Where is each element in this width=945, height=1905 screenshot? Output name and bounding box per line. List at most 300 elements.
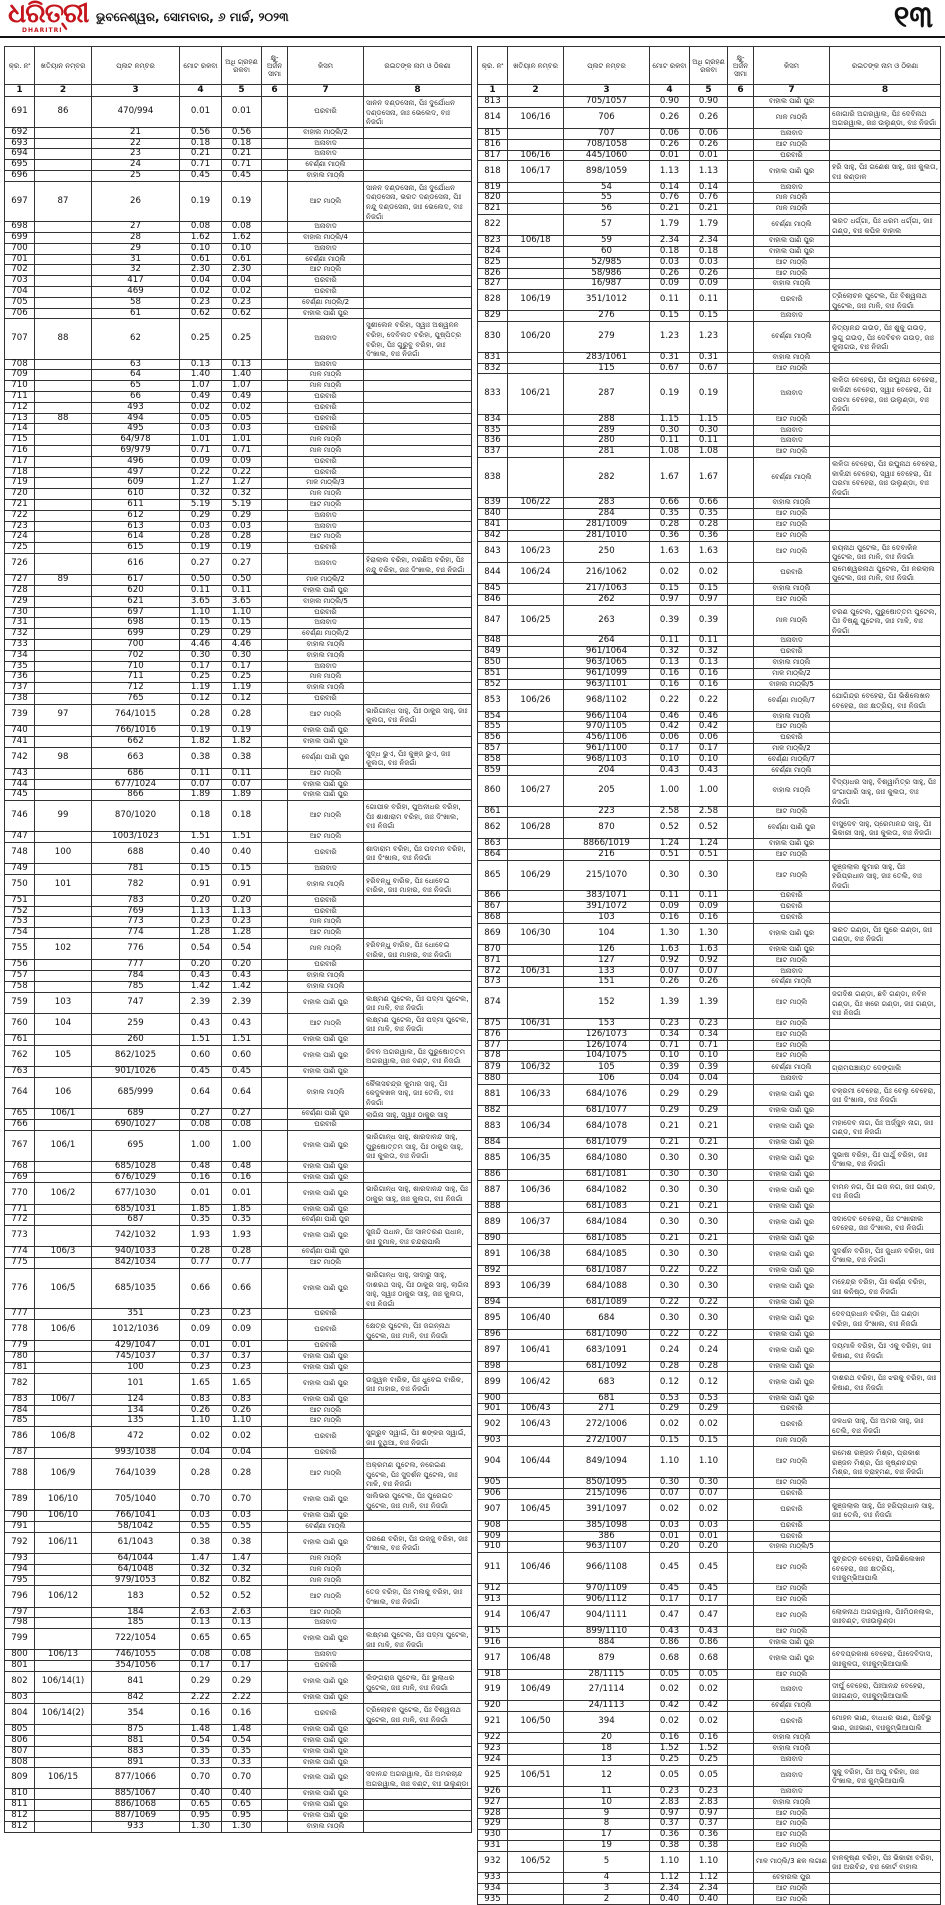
acquired-area-cell: 0.28 (222, 704, 262, 725)
khata-cell (35, 446, 92, 457)
table-row (478, 988, 941, 1019)
owner-cell (364, 521, 472, 532)
serial-cell: 844 (478, 562, 508, 583)
total-area-cell: 0.30 (180, 650, 222, 661)
left-table-body (5, 97, 472, 1833)
kisam-cell: ବାହାଲ ପାଣି ପୁର (288, 992, 364, 1013)
limit-cell (262, 992, 288, 1013)
limit-cell (262, 1045, 288, 1066)
limit-cell (262, 1735, 288, 1746)
serial-cell: 905 (478, 1477, 508, 1488)
acquired-area-cell: 0.05 (690, 1669, 728, 1680)
owner-cell (364, 618, 472, 629)
khata-cell (35, 276, 92, 287)
acquired-area-cell: 0.26 (690, 977, 728, 988)
acquired-area-cell: 0.86 (690, 1637, 728, 1648)
header-serial: କ୍ର. ନଂ (478, 47, 508, 85)
acquired-area-cell: 0.29 (222, 629, 262, 640)
khata-cell (35, 672, 92, 683)
serial-cell: 773 (5, 1226, 35, 1247)
owner-cell: ଲଳିତା ବେହେରା, ପିଃ ରଘୁନାଥ ବେହେରା, କାଳିନ୍ଦୀ ବେହେରା, ସ୍ୱାଃ ବେହେରା, ପିଃ ପରମା ବେହେରା, ଜାଃ ଉଲୁଣ୍ଡା, ବାଃ ନିଜଗାଁ (830, 458, 941, 498)
kisam-cell: ବାହାଲ ମାଠ୍ଲି (754, 657, 830, 668)
total-area-cell: 0.01 (650, 150, 690, 161)
owner-cell (830, 1040, 941, 1051)
khata-cell (508, 1637, 564, 1648)
kisam-cell: ଘରବାରି (754, 290, 830, 311)
total-area-cell: 1.10 (180, 1416, 222, 1427)
khata-cell (35, 478, 92, 489)
khata-cell (35, 254, 92, 265)
serial-cell: 833 (478, 374, 508, 414)
plot-cell: 968/1102 (564, 690, 650, 711)
total-area-cell: 0.16 (650, 913, 690, 924)
limit-cell (262, 170, 288, 181)
khata-cell (508, 1733, 564, 1744)
plot-cell: 64/1044 (92, 1553, 180, 1564)
kisam-cell: ବାହାଲ ମାଠ୍ଲି (754, 498, 830, 509)
kisam-cell: ବାହାଲ ପାଣି ପୁର (754, 1180, 830, 1201)
limit-cell (728, 1883, 754, 1894)
khata-cell (35, 265, 92, 276)
serial-cell: 713 (5, 413, 35, 424)
kisam-cell: ଆଟ ମାଠ୍ଲି (754, 541, 830, 562)
limit-cell (728, 1712, 754, 1733)
table-row (478, 1626, 941, 1637)
table-row (5, 1586, 472, 1607)
owner-cell (364, 1309, 472, 1320)
serial-cell: 899 (478, 1372, 508, 1393)
plot-cell: 676/1029 (92, 1172, 180, 1183)
acquired-area-cell: 0.37 (222, 1352, 262, 1363)
kisam-cell: ଆଟ ମାଠ୍ଲି (754, 1605, 830, 1626)
acquired-area-cell: 2.34 (690, 1883, 728, 1894)
acquired-area-cell: 1.63 (690, 945, 728, 956)
limit-cell (262, 521, 288, 532)
table-row (5, 435, 472, 446)
serial-cell: 691 (5, 97, 35, 128)
table-row (478, 891, 941, 902)
total-area-cell: 0.13 (180, 359, 222, 370)
limit-cell (262, 392, 288, 403)
owner-cell (364, 906, 472, 917)
total-area-cell: 0.23 (180, 297, 222, 308)
serial-cell: 906 (478, 1488, 508, 1499)
serial-cell: 830 (478, 322, 508, 353)
dateline: ଭୁବନେଶ୍ୱର, ସୋମବାର, ୬ ମାର୍ଚ୍ଚ, ୨୦୨୩ (96, 10, 289, 24)
kisam-cell: ମାଳ ମାଠ୍ଲି (288, 1564, 364, 1575)
serial-cell: 705 (5, 297, 35, 308)
table-row (478, 1062, 941, 1074)
limit-cell (728, 776, 754, 807)
limit-cell (728, 583, 754, 594)
khata-cell (35, 1362, 92, 1373)
plot-cell: 289 (564, 425, 650, 436)
limit-cell (728, 1308, 754, 1329)
plot-cell: 16/987 (564, 279, 650, 290)
limit-cell (728, 541, 754, 562)
limit-cell (728, 860, 754, 891)
plot-cell: 899/1110 (564, 1626, 650, 1637)
khata-cell (508, 733, 564, 744)
kisam-cell: ବାହାଲ ପାଣି ପୁର (754, 1648, 830, 1669)
acquired-area-cell: 0.23 (222, 917, 262, 928)
serial-cell: 887 (478, 1180, 508, 1201)
plot-cell: 615 (92, 543, 180, 554)
khata-cell (35, 232, 92, 243)
limit-cell (728, 923, 754, 944)
limit-cell (262, 618, 288, 629)
owner-cell (830, 679, 941, 690)
owner-cell (830, 839, 941, 850)
kisam-cell: ବାହାଲ ପାଣି ପୁର (754, 1637, 830, 1648)
acquired-area-cell: 0.11 (222, 768, 262, 779)
kisam-cell: ଅନାବାଦ (288, 661, 364, 672)
khata-cell: 86 (35, 97, 92, 128)
owner-cell: ତ୍ରିଲୋଚନ ପୁଟେଲ, ପିଃ ବିଶ୍ୱନାଥ ପୁଟେଲ, ଜାଃ ମାଳି, ବାଃ ନିଜଗାଁ (364, 1703, 472, 1724)
limit-cell (728, 1062, 754, 1074)
plot-cell: 681/1090 (564, 1329, 650, 1340)
owner-cell (830, 352, 941, 363)
owner-cell: ମୋହନ ଭାଣ, ବାଧଧର ଭାଣ, ପିଃବିଭୁ ଭାଣ, ଜାଃଭାଣ, ବାଃକୁମ୍ଭିଆପାଲି (830, 1712, 941, 1733)
owner-cell (364, 1553, 472, 1564)
owner-cell: କୁଞ୍ଜଲାଲ ସାହୁ, ପିଃ ହରିପ୍ରଧାନ ସାହୁ, ଜାଃ ତେଲି, ବାଃ ନିଜଗାଁ (830, 1499, 941, 1520)
khata-cell (508, 279, 564, 290)
owner-cell: ରାମେଶ୍ୱରନାଥ ପୁଟେଲ, ପିଃ ନରଲାଲ ପୁଟେଲ, ଜାଃ ମାଳି, ବାଃ ନିଜଗାଁ (830, 562, 941, 583)
limit-cell (728, 1084, 754, 1105)
plot-cell: 17 (564, 1830, 650, 1841)
acquired-area-cell: 0.68 (690, 1648, 728, 1669)
limit-cell (728, 977, 754, 988)
column-number: 8 (830, 85, 941, 97)
limit-cell (728, 311, 754, 322)
serial-cell: 861 (478, 807, 508, 818)
acquired-area-cell: 0.54 (222, 1735, 262, 1746)
total-area-cell: 0.29 (650, 1105, 690, 1116)
limit-cell (262, 736, 288, 747)
table-row (5, 1575, 472, 1586)
kisam-cell: ଆଟ ମାଠ୍ଲି (288, 768, 364, 779)
table-row (5, 1035, 472, 1046)
owner-cell (830, 743, 941, 754)
acquired-area-cell: 1.51 (222, 1035, 262, 1046)
kisam-cell: ଅନାବାଦ (288, 521, 364, 532)
table-row (478, 807, 941, 818)
total-area-cell: 0.43 (650, 1626, 690, 1637)
total-area-cell: 0.20 (180, 895, 222, 906)
table-row (478, 1436, 941, 1447)
limit-cell (728, 1148, 754, 1169)
serial-cell: 893 (478, 1276, 508, 1297)
total-area-cell: 0.07 (180, 779, 222, 790)
khata-cell (508, 1393, 564, 1404)
limit-cell (728, 945, 754, 956)
total-area-cell: 0.38 (180, 747, 222, 768)
total-area-cell: 0.54 (180, 939, 222, 960)
acquired-area-cell: 0.91 (222, 874, 262, 895)
acquired-area-cell: 0.10 (690, 754, 728, 765)
plot-cell: 769 (92, 906, 180, 917)
limit-cell (262, 1490, 288, 1511)
kisam-cell: ବେହାରଲ ପୁର (754, 1873, 830, 1884)
serial-cell: 917 (478, 1648, 508, 1669)
serial-cell: 879 (478, 1062, 508, 1074)
plot-cell: 904/1111 (564, 1605, 650, 1626)
table-row (478, 1040, 941, 1051)
khata-cell: 106/15 (35, 1768, 92, 1789)
plot-cell: 55 (564, 193, 650, 204)
serial-cell: 919 (478, 1680, 508, 1701)
acquired-area-cell: 0.12 (222, 693, 262, 704)
table-row (478, 1329, 941, 1340)
khata-cell: 106/22 (508, 498, 564, 509)
kisam-cell: ଆଟ ମାଠ୍ଲି (754, 1808, 830, 1819)
plot-cell: 205 (564, 776, 650, 807)
owner-cell (364, 308, 472, 319)
owner-cell (830, 1436, 941, 1447)
acquired-area-cell: 0.53 (690, 1393, 728, 1404)
kisam-cell: ଘରବାରି (288, 960, 364, 971)
serial-cell: 798 (5, 1618, 35, 1629)
plot-cell: 394 (564, 1712, 650, 1733)
plot-cell: 28/1115 (564, 1669, 650, 1680)
newspaper-logo[interactable] (8, 1, 88, 34)
serial-cell: 791 (5, 1522, 35, 1533)
acquired-area-cell: 0.19 (222, 543, 262, 554)
serial-cell: 761 (5, 1035, 35, 1046)
serial-cell: 779 (5, 1341, 35, 1352)
khata-cell (508, 509, 564, 520)
owner-cell (364, 768, 472, 779)
acquired-area-cell: 0.67 (690, 363, 728, 374)
serial-cell: 859 (478, 765, 508, 776)
khata-cell (508, 636, 564, 647)
kisam-cell: ବାହାଲ ମାଠ୍ଲି (754, 352, 830, 363)
owner-cell (364, 831, 472, 842)
khata-cell: 106/14(1) (35, 1671, 92, 1692)
serial-cell: 803 (5, 1693, 35, 1704)
limit-cell (262, 424, 288, 435)
limit-cell (262, 1405, 288, 1416)
column-number: 7 (288, 85, 364, 97)
total-area-cell: 0.29 (180, 510, 222, 521)
acquired-area-cell: 0.18 (690, 246, 728, 257)
kisam-cell: ଅନାବାଦ (754, 182, 830, 193)
khata-cell (508, 647, 564, 658)
limit-cell (728, 1499, 754, 1520)
table-row (478, 1553, 941, 1584)
table-row (478, 1372, 941, 1393)
total-area-cell: 0.34 (650, 1029, 690, 1040)
acquired-area-cell: 0.32 (222, 489, 262, 500)
plot-cell: 185 (92, 1618, 180, 1629)
owner-cell (364, 254, 472, 265)
owner-cell (364, 1789, 472, 1800)
limit-cell (728, 711, 754, 722)
owner-cell (364, 478, 472, 489)
owner-cell (830, 1105, 941, 1116)
limit-cell (728, 765, 754, 776)
total-area-cell: 0.30 (650, 1308, 690, 1329)
table-row (5, 1703, 472, 1724)
column-number: 4 (650, 85, 690, 97)
table-row (5, 489, 472, 500)
owner-cell: ସୁଜନ୍ଦି ପଧାନ, ପିଃ ସାନତରଣ ପଧାନ, ଜାଃ ଦୁମାଳ, ବାଃ ଚନ୍ଦରାପାଲି (364, 1226, 472, 1247)
serial-cell: 931 (478, 1841, 508, 1852)
plot-cell: 283 (564, 498, 650, 509)
plot-cell: 706 (564, 107, 650, 128)
serial-cell: 884 (478, 1137, 508, 1148)
total-area-cell: 0.05 (180, 413, 222, 424)
khata-cell (35, 831, 92, 842)
limit-cell (262, 532, 288, 543)
table-row (478, 425, 941, 436)
serial-cell: 759 (5, 992, 35, 1013)
total-area-cell: 0.52 (650, 817, 690, 838)
acquired-area-cell: 0.33 (222, 1757, 262, 1768)
plot-cell: 3 (564, 1883, 650, 1894)
acquired-area-cell: 0.30 (690, 425, 728, 436)
kisam-cell: ଅନାବାଦ (754, 1765, 830, 1786)
table-row (478, 594, 941, 605)
table-row (5, 586, 472, 597)
kisam-cell: ବେର୍ଣ୍ଣା ପାଣି ପୁର (288, 1247, 364, 1258)
khata-cell (35, 1553, 92, 1564)
plot-cell: 354 (92, 1703, 180, 1724)
limit-cell (728, 733, 754, 744)
acquired-area-cell: 0.07 (222, 779, 262, 790)
table-row (478, 1594, 941, 1605)
total-area-cell: 0.64 (180, 1077, 222, 1108)
table-row (478, 1244, 941, 1265)
total-area-cell: 0.36 (650, 530, 690, 541)
acquired-area-cell: 0.12 (690, 1372, 728, 1393)
kisam-cell: ଅନାବାଦ (288, 222, 364, 233)
kisam-cell: ମାଳ ମାଠ୍ଲି (288, 1553, 364, 1564)
limit-cell (728, 657, 754, 668)
serial-cell: 704 (5, 286, 35, 297)
limit-cell (262, 725, 288, 736)
kisam-cell: ମାଳ ମାଠ୍ଲି (288, 370, 364, 381)
kisam-cell: ବାହାଲ ପାଣି ପୁର (288, 1352, 364, 1363)
khata-cell (35, 790, 92, 801)
table-row (5, 672, 472, 683)
khata-cell (508, 1488, 564, 1499)
total-area-cell: 0.82 (180, 1575, 222, 1586)
limit-cell (262, 790, 288, 801)
acquired-area-cell: 1.00 (690, 776, 728, 807)
table-row (5, 286, 472, 297)
plot-cell: 106 (564, 1073, 650, 1084)
limit-cell (262, 456, 288, 467)
total-area-cell: 0.17 (650, 743, 690, 754)
serial-cell: 781 (5, 1362, 35, 1373)
plot-cell: 385/1098 (564, 1520, 650, 1531)
khata-cell (508, 1531, 564, 1542)
total-area-cell: 1.12 (650, 1873, 690, 1884)
table-row (5, 1362, 472, 1373)
limit-cell (728, 290, 754, 311)
table-row (5, 1811, 472, 1822)
plot-cell: 215/1070 (564, 860, 650, 891)
owner-cell: ସୁଦ୍ଧ ଭୁଏ, ପିଃ କୁଞ୍ଜ ଭୁଏ, ଜାଃ କୁଲତା, ବାଃ ନିଜଗାଁ (364, 747, 472, 768)
table-row (5, 446, 472, 457)
plot-cell: 883 (92, 1746, 180, 1757)
owner-cell (830, 945, 941, 956)
khata-cell (508, 913, 564, 924)
owner-cell: ଉଜ୍ଜ୍ୱଳ ବାରିକ, ପିଃ ଧୁବେଇ ବାରିକ, ଜାଃ ମାହାର, ବାଃ ନିଜଗାଁ (364, 1373, 472, 1394)
serial-cell: 922 (478, 1733, 508, 1744)
kisam-cell: ବାହାଲ ପାଣି ପୁର (288, 1362, 364, 1373)
khata-cell (35, 1067, 92, 1078)
limit-cell (728, 107, 754, 128)
plot-cell: 259 (92, 1013, 180, 1034)
acquired-area-cell: 0.42 (690, 1701, 728, 1712)
table-row (478, 139, 941, 150)
acquired-area-cell: 0.01 (222, 97, 262, 128)
acquired-area-cell: 0.07 (690, 966, 728, 977)
plot-cell: 881 (92, 1735, 180, 1746)
khata-cell (508, 1883, 564, 1894)
total-area-cell: 0.54 (180, 1735, 222, 1746)
total-area-cell: 0.26 (650, 268, 690, 279)
total-area-cell: 0.07 (650, 1488, 690, 1499)
acquired-area-cell: 1.13 (690, 161, 728, 182)
kisam-cell: ବେର୍ଣ୍ଣା ମାଠ୍ଲି (754, 977, 830, 988)
khata-cell: 106/27 (508, 776, 564, 807)
khata-cell: 106/1 (35, 1130, 92, 1161)
khata-cell (35, 1607, 92, 1618)
owner-cell (364, 1725, 472, 1736)
total-area-cell: 1.07 (180, 381, 222, 392)
table-row (478, 374, 941, 414)
table-row (478, 193, 941, 204)
table-row (478, 743, 941, 754)
limit-cell (728, 161, 754, 182)
table-row (5, 1161, 472, 1172)
limit-cell (262, 97, 288, 128)
total-area-cell: 0.04 (180, 276, 222, 287)
serial-cell: 902 (478, 1415, 508, 1436)
khata-cell (508, 128, 564, 139)
total-area-cell: 0.71 (180, 160, 222, 171)
plot-cell: 663 (92, 747, 180, 768)
limit-cell (728, 139, 754, 150)
limit-cell (728, 128, 754, 139)
limit-cell (262, 1427, 288, 1448)
acquired-area-cell: 0.23 (222, 297, 262, 308)
khata-cell (35, 725, 92, 736)
serial-cell: 714 (5, 424, 35, 435)
total-area-cell: 0.18 (650, 246, 690, 257)
owner-cell: ଭାରିଗାନ୍ଧ ସାହୁ, ସାଦାରୁ ସାହୁ, ଦାଶରଥ ସାହୁ, ପିଃ ଠାକୁର ସାହୁ, ଲାଗିନା ସାହୁ, ସ୍ୱାଃ ଠାକୁର ସାହୁ, ଜାଃ କୁଲତା, ବାଃ ନିଜଗାଁ (364, 1268, 472, 1308)
table-row (478, 1883, 941, 1894)
owner-cell: ଶାଦାରାମ ବରିହା, ପିଃ ପଦମନ ବରିହା, ଜାଃ ଦିଂଖାଲ, ବାଃ ନିଜଗାଁ (364, 842, 472, 863)
serial-cell: 897 (478, 1340, 508, 1361)
limit-cell (262, 1320, 288, 1341)
serial-cell: 822 (478, 214, 508, 235)
limit-cell (262, 1459, 288, 1490)
kisam-cell: ଆଟ ମାଠ୍ଲି (754, 363, 830, 374)
acquired-area-cell: 0.09 (690, 902, 728, 913)
limit-cell (728, 807, 754, 818)
limit-cell (262, 319, 288, 359)
limit-cell (262, 1522, 288, 1533)
limit-cell (262, 308, 288, 319)
plot-cell: 742/1032 (92, 1226, 180, 1247)
limit-cell (262, 1671, 288, 1692)
kisam-cell: ଘରବାରି (754, 891, 830, 902)
serial-cell: 741 (5, 736, 35, 747)
